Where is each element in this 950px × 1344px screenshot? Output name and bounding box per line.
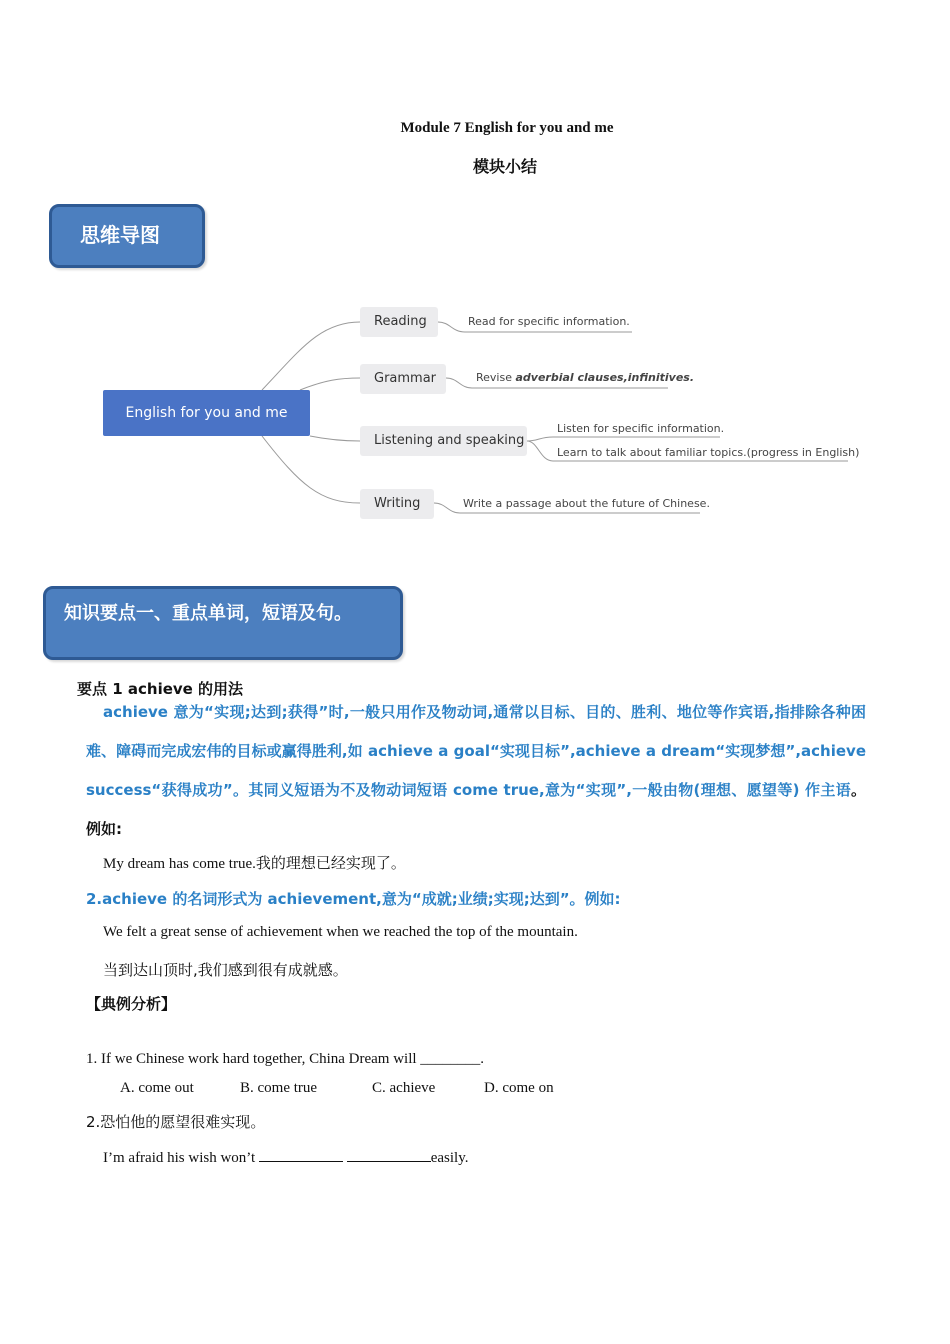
connector-reading (262, 322, 360, 390)
page-subtitle: 模块小结 (472, 157, 537, 176)
example-2-en: We felt a great sense of achievement when we reached the top of the mountain. (103, 924, 578, 940)
mindmap-connectors (0, 0, 950, 600)
mindmap-leaf-grammar (476, 371, 694, 384)
example-2-cn: 当到达山顶时,我们感到很有成就感。 (103, 961, 348, 979)
connector-writing (262, 436, 360, 503)
q2-blank-1[interactable] (259, 1147, 343, 1162)
q1-option-c: C. achieve (372, 1080, 436, 1096)
mindmap-node-grammar: Grammar (360, 364, 446, 394)
q2-blank-2[interactable] (347, 1147, 431, 1162)
question-1: 1. If we Chinese work hard together, China Dream will ________. (86, 1051, 485, 1067)
point-heading: 要点 1 achieve 的用法 (77, 680, 244, 698)
q1-option-b: B. come true (240, 1080, 318, 1096)
mindmap-leaf-listening-1: Listen for specific information. (557, 422, 725, 435)
q1-option-d: D. come on (484, 1080, 554, 1096)
page-title: Module 7 English for you and me (400, 120, 614, 136)
mindmap-root: English for you and me (103, 390, 310, 436)
example-1-cn: 我的理想已经实现了。 (255, 854, 406, 872)
note-2: 2.achieve 的名词形式为 achievement,意为“成就;业绩;实现;达到”。例如: (86, 890, 621, 908)
analysis-heading: 【典例分析】 (86, 995, 177, 1013)
q2-en-end: easily. (430, 1150, 469, 1166)
section-knowledge-box (43, 586, 403, 660)
mindmap-node-reading: Reading (360, 307, 438, 337)
section-knowledge-label: 知识要点一、重点单词，短语及句。 (64, 603, 352, 624)
explanation-text: achieve 意为“实现;达到;获得”时,一般只用作及物动词,通常以目标、目的、胜利、地位等作宾语,指排除各种困难、障碍而完成宏伟的目标或赢得胜利,如 achieve a goal“实现目标”,achieve a dream“实现梦想”,achieve success“获得成功”。其同义短语为不及物动词短语 come true,意为“实现”,一般由物(理想、愿望等) 作主语 (86, 703, 866, 799)
connector-grammar (300, 378, 360, 390)
mindmap-leaf-writing: Write a passage about the future of Chinese. (463, 497, 710, 510)
point-explanation (86, 693, 866, 849)
grammar-leaf-emphasis: adverbial clauses,infinitives. (515, 371, 695, 384)
grammar-leaf-prefix: Revise (476, 371, 516, 384)
example-1-en: My dream has come true. (103, 856, 256, 872)
mindmap-leaf-listening-2: Learn to talk about familiar topics.(progress in English) (557, 446, 860, 459)
mindmap-leaf-reading: Read for specific information. (468, 315, 630, 328)
example-label: 。例如: (86, 781, 866, 838)
mindmap-node-writing: Writing (360, 489, 434, 519)
question-2-en (103, 1147, 468, 1167)
connector-listening (310, 436, 360, 441)
mindmap-node-listening: Listening and speaking (360, 426, 527, 456)
q1-option-a: A. come out (120, 1080, 194, 1096)
example-1 (103, 852, 406, 873)
connector-listening-leaf1 (527, 437, 720, 441)
q2-en-start: I’m afraid his wish won’t (103, 1150, 256, 1166)
section-mindmap-label: 思维导图 (80, 223, 160, 247)
question-2: 2.恐怕他的愿望很难实现。 (86, 1113, 266, 1131)
